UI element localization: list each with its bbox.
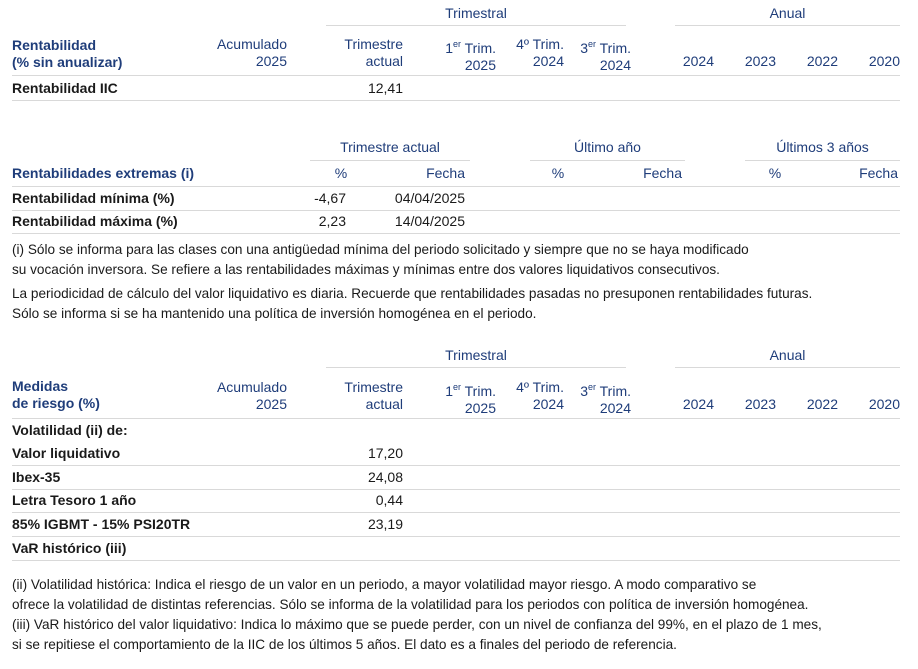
divider — [12, 465, 900, 466]
col-fecha: Fecha — [643, 165, 682, 181]
col-acumulado — [180, 36, 287, 70]
row-label-var-historico: VaR histórico (iii) — [12, 540, 127, 556]
divider — [326, 367, 626, 368]
col-t4-label: 4º Trim. — [516, 379, 564, 395]
divider — [12, 233, 900, 234]
divider — [12, 75, 900, 76]
row-header-line1: Rentabilidad — [12, 37, 97, 53]
group-trimestral-label: Trimestral — [445, 5, 507, 21]
col-year-2023: 2023 — [744, 53, 776, 69]
col-t3-sup: er — [587, 382, 596, 392]
col-t3-label: Trim. — [596, 383, 631, 399]
col-trim-actual-line2: actual — [365, 53, 403, 69]
note-line: (ii) Volatilidad histórica: Indica el riesgo de un valor en un periodo, a mayor volatilidad mayor riesgo. A modo comparativo se — [12, 577, 757, 592]
col-t3-sup: er — [587, 39, 596, 49]
divider — [12, 512, 900, 513]
col-year-2020: 2020 — [868, 396, 900, 412]
cell-trimestre-actual: 23,19 — [367, 516, 403, 532]
note-line: si se repitiese el comportamiento de la IIC de los últimos 5 años. El dato es a finales del periodo de referencia. — [12, 637, 677, 652]
col-pct: % — [551, 165, 565, 181]
group-anual-label: Anual — [769, 347, 806, 363]
group-trimestre-actual: Trimestre actual — [340, 139, 440, 155]
row-label-rentabilidad-iic: Rentabilidad IIC — [12, 80, 118, 96]
row-label-ibex-35: Ibex-35 — [12, 469, 61, 485]
cell-trimestre-actual: 17,20 — [367, 445, 403, 461]
col-t1 — [420, 379, 496, 417]
row-header-line2: (% sin anualizar) — [12, 54, 123, 70]
cell-pct: -4,67 — [314, 190, 346, 206]
row-label-benchmark: 85% IGBMT - 15% PSI20TR — [12, 516, 191, 532]
col-acumulado-line1: Acumulado — [216, 379, 287, 395]
group-trimestral-label: Trimestral — [445, 347, 507, 363]
col-t1-sup: er — [452, 39, 461, 49]
col-t3-num: 3 — [580, 40, 588, 56]
col-acumulado-line2: 2025 — [255, 53, 287, 69]
col-t3-num: 3 — [580, 383, 588, 399]
col-t4-year: 2024 — [532, 396, 564, 412]
note-line: su vocación inversora. Se refiere a las rentabilidades máximas y mínimas entre dos valores liquidativos consecutivos. — [12, 262, 720, 277]
col-fecha: Fecha — [859, 165, 898, 181]
col-t1-year: 2025 — [464, 400, 496, 416]
col-t4 — [500, 36, 564, 70]
col-t1-num: 1 — [445, 383, 453, 399]
divider — [530, 160, 685, 161]
col-t4-year: 2024 — [532, 53, 564, 69]
divider — [745, 160, 900, 161]
row-label-valor-liquidativo: Valor liquidativo — [12, 445, 121, 461]
col-t4-label: 4º Trim. — [516, 36, 564, 52]
note-line: (i) Sólo se informa para las clases con una antigüedad mínima del periodo solicitado y siempre que no se haya modificado — [12, 242, 749, 257]
note-line: La periodicidad de cálculo del valor liquidativo es diaria. Recuerde que rentabilidades pasadas no presuponen rentabilidades futuras. — [12, 286, 813, 301]
row-header — [12, 378, 100, 412]
col-t3 — [568, 379, 631, 417]
notes-riesgo — [12, 575, 822, 655]
group-ultimos-3-anos: Últimos 3 años — [776, 139, 869, 155]
col-acumulado — [180, 379, 287, 413]
col-acumulado-line1: Acumulado — [216, 36, 287, 52]
divider — [12, 560, 900, 561]
col-trim-actual-line1: Trimestre — [344, 379, 403, 395]
divider — [12, 210, 900, 211]
cell-pct: 2,23 — [318, 213, 346, 229]
col-year-2024: 2024 — [682, 53, 714, 69]
row-label-letra-tesoro: Letra Tesoro 1 año — [12, 492, 137, 508]
row-header-line2: de riesgo (%) — [12, 395, 100, 411]
col-t1 — [420, 36, 496, 74]
row-header — [12, 37, 122, 71]
note-line: Sólo se informa si se ha mantenido una política de inversión homogénea en el periodo. — [12, 306, 537, 321]
col-fecha: Fecha — [426, 165, 465, 181]
col-t3 — [568, 36, 631, 74]
col-t1-year: 2025 — [464, 57, 496, 73]
col-t1-label: Trim. — [461, 40, 496, 56]
divider — [12, 418, 900, 419]
group-anual-label: Anual — [769, 5, 806, 21]
group-ultimo-ano: Último año — [574, 139, 641, 155]
col-trimestre-actual — [300, 379, 403, 413]
divider — [12, 536, 900, 537]
divider — [675, 367, 900, 368]
cell-trimestre-actual: 12,41 — [367, 80, 403, 96]
cell-trimestre-actual: 0,44 — [375, 492, 403, 508]
col-year-2023: 2023 — [744, 396, 776, 412]
note-line: (iii) VaR histórico del valor liquidativo: Indica lo máximo que se puede perder, con un nivel de confianza del 99%, en el plazo de 1 mes, — [12, 617, 822, 632]
cell-fecha: 04/04/2025 — [394, 190, 465, 206]
col-t3-year: 2024 — [599, 57, 631, 73]
col-pct: % — [334, 165, 348, 181]
col-t4 — [500, 379, 564, 413]
col-t1-label: Trim. — [461, 383, 496, 399]
col-pct: % — [768, 165, 782, 181]
cell-trimestre-actual: 24,08 — [367, 469, 403, 485]
row-label-rentabilidad-maxima: Rentabilidad máxima (%) — [12, 213, 178, 229]
note-line: ofrece la volatilidad de distintas referencias. Sólo se informa de la volatilidad para los periodos con política de inversión homogénea. — [12, 597, 809, 612]
col-t1-sup: er — [452, 382, 461, 392]
col-trimestre-actual — [300, 36, 403, 70]
col-year-2024: 2024 — [682, 396, 714, 412]
divider — [12, 186, 900, 187]
col-year-2022: 2022 — [806, 396, 838, 412]
col-t3-year: 2024 — [599, 400, 631, 416]
col-year-2020: 2020 — [868, 53, 900, 69]
col-t1-num: 1 — [445, 40, 453, 56]
divider — [12, 100, 900, 101]
row-label-volatilidad: Volatilidad (ii) de: — [12, 422, 128, 438]
divider — [326, 25, 626, 26]
col-acumulado-line2: 2025 — [255, 396, 287, 412]
notes-extremas — [12, 240, 812, 324]
row-header-line1: Medidas — [12, 378, 69, 394]
col-trim-actual-line2: actual — [365, 396, 403, 412]
row-header-extremas: Rentabilidades extremas (i) — [12, 165, 195, 181]
divider — [12, 489, 900, 490]
cell-fecha: 14/04/2025 — [394, 213, 465, 229]
col-year-2022: 2022 — [806, 53, 838, 69]
row-label-rentabilidad-minima: Rentabilidad mínima (%) — [12, 190, 175, 206]
divider — [310, 160, 470, 161]
divider — [675, 25, 900, 26]
col-t3-label: Trim. — [596, 40, 631, 56]
col-trim-actual-line1: Trimestre — [344, 36, 403, 52]
